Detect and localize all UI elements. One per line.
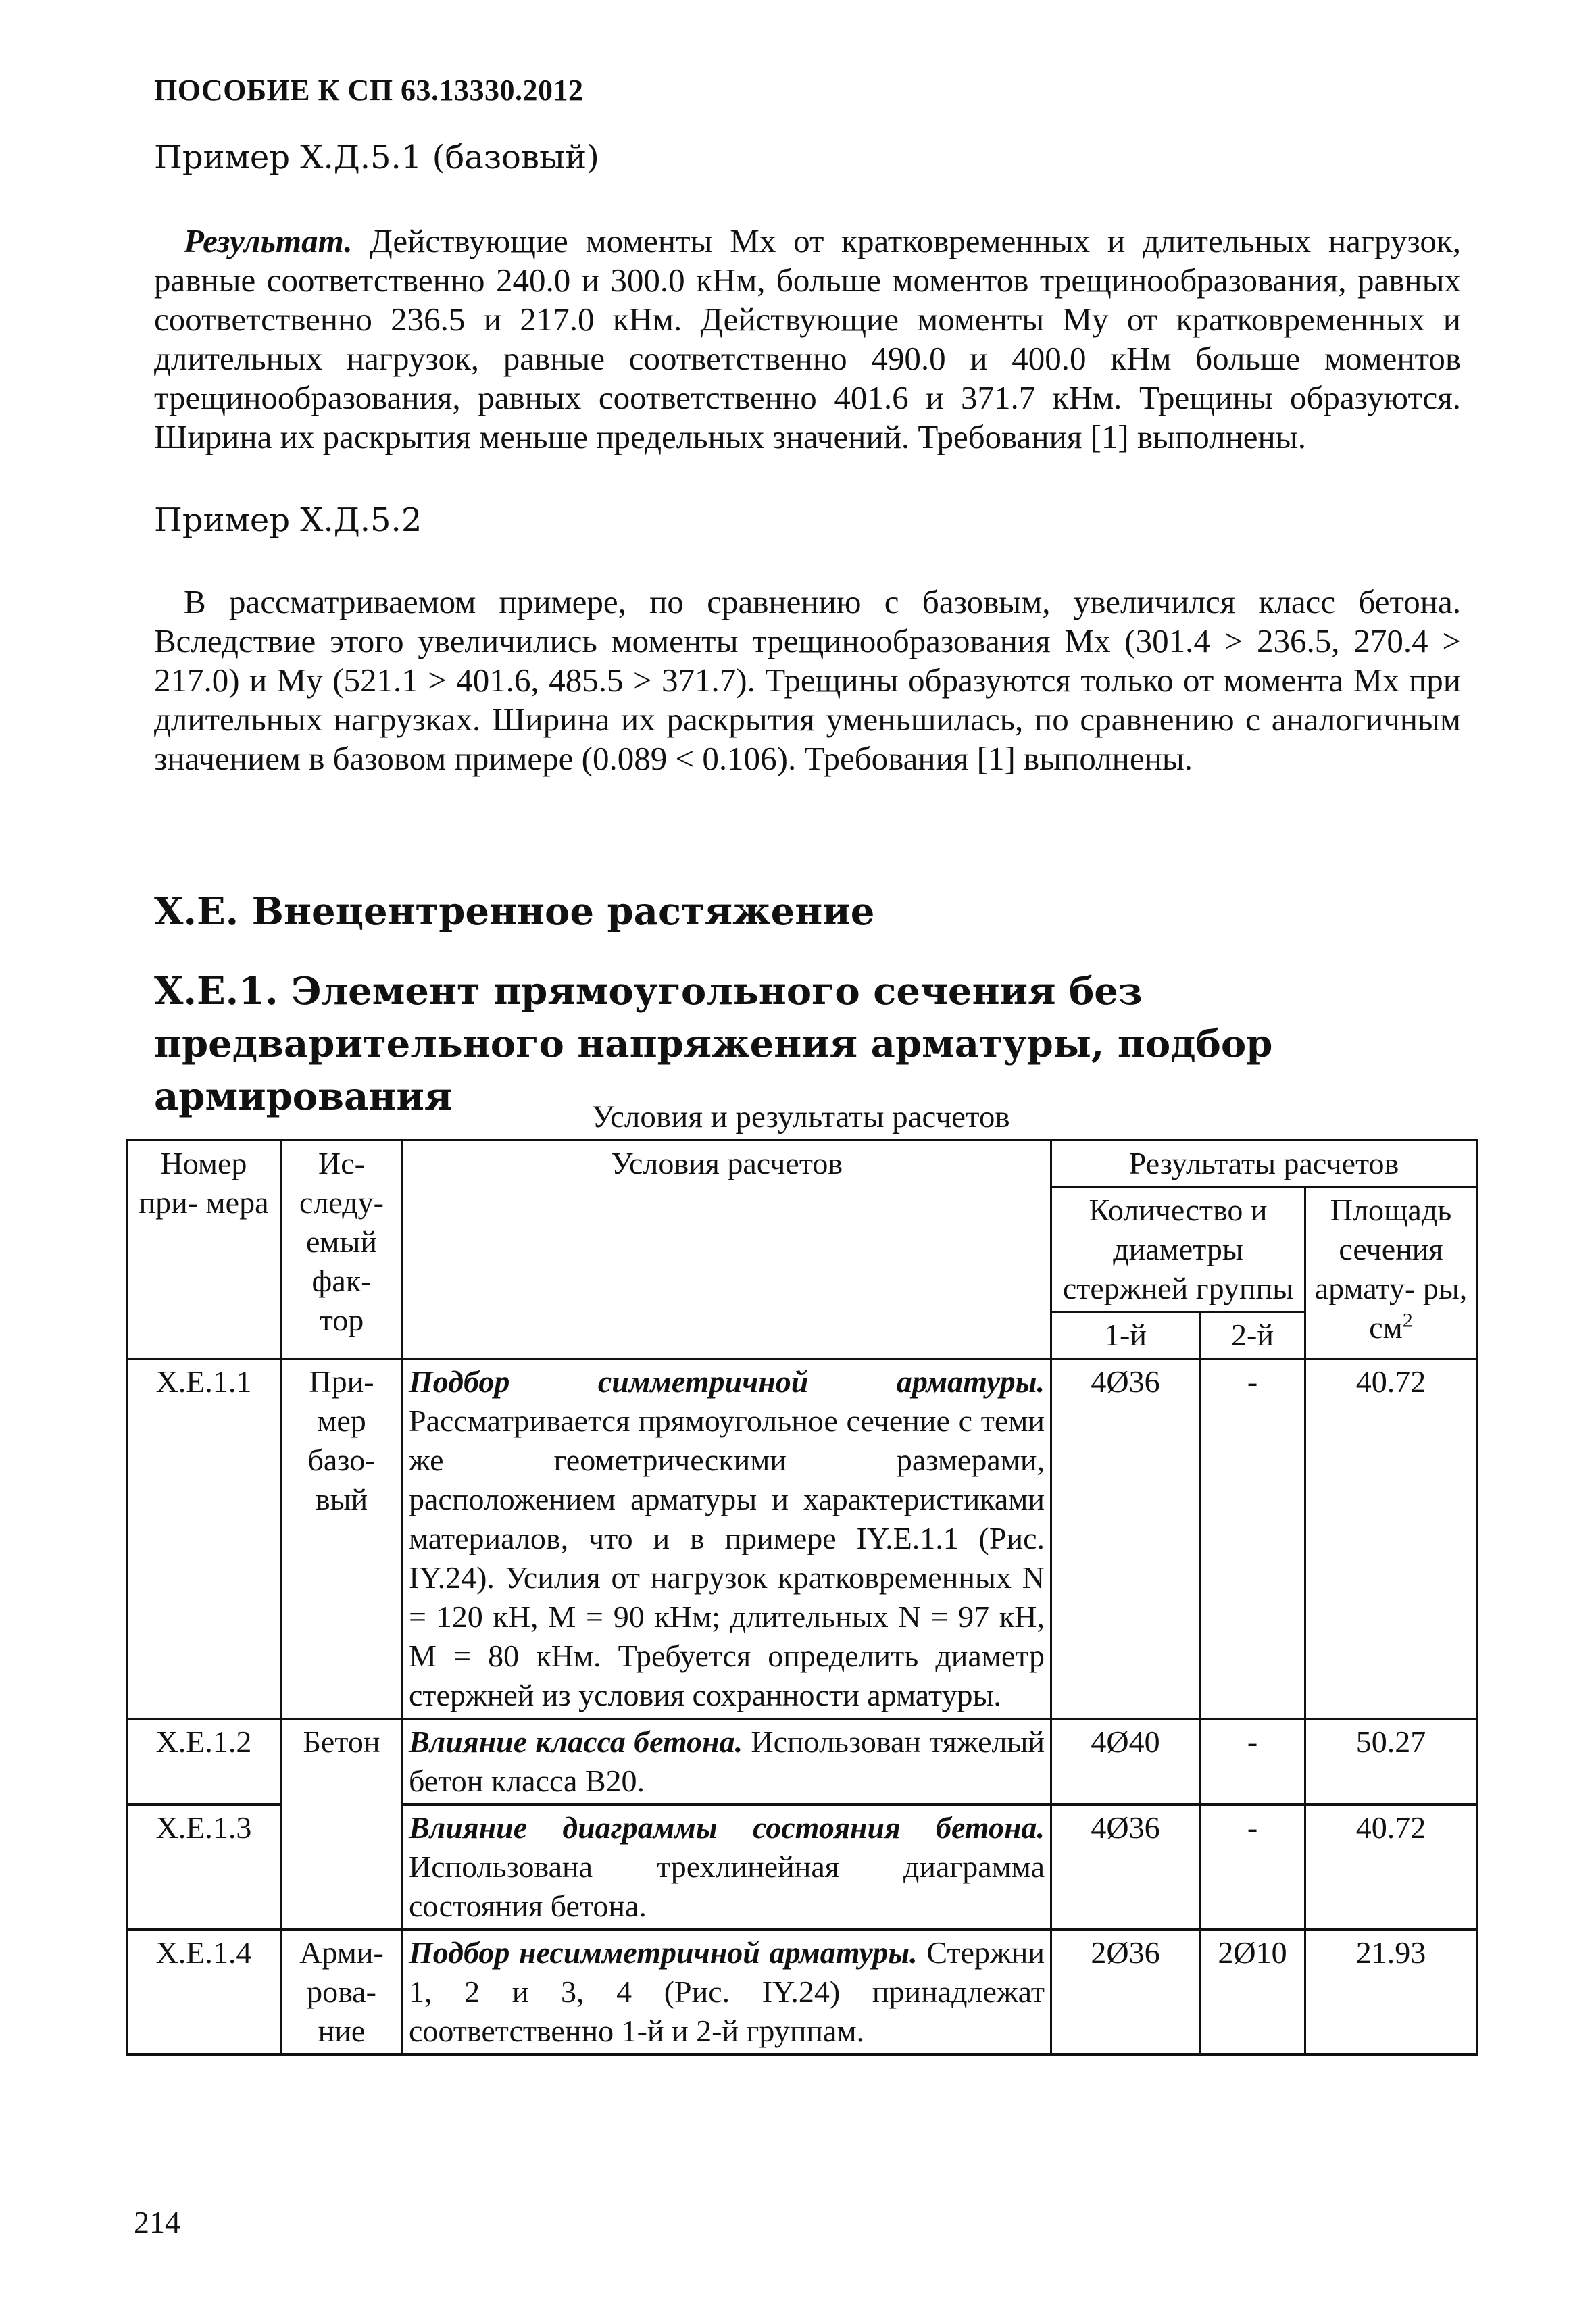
subsection-heading: Х.Е.1. Элемент прямоугольного сечения без предварительного напряжения арматуры, подбор армирования — [154, 969, 1273, 1119]
group-1-cell: 4Ø36 — [1051, 1359, 1200, 1719]
conditions-text: Рассматривается прямоугольное сечение с теми же геометрическими размерами, расположением арматуры и характеристиками материалов, что и в примере IY.E.1.1 (Рис. IY.24). Усилия от нагрузок кратковременных N = 120 кН, M = 90 кНм; длительных N = 97 кН, M = 80 кНм. Требуется определить диаметр стержней из условия сохранности арматуры. — [409, 1403, 1045, 1712]
table-caption: Условия и результаты расчетов — [591, 1099, 1010, 1135]
example-no-cell: Х.Е.1.2 — [127, 1719, 281, 1805]
header-area-superscript: 2 — [1402, 1309, 1413, 1332]
page-number: 214 — [134, 2205, 180, 2239]
group-2-cell: 2Ø10 — [1200, 1930, 1305, 2055]
group-1-cell: 2Ø36 — [1051, 1930, 1200, 2055]
conditions-cell — [403, 1805, 1051, 1930]
conditions-text: Использован тяжелый бетон класса В20. — [409, 1724, 1045, 1798]
header-example-no: Номер при- мера — [127, 1141, 281, 1359]
conditions-cell — [403, 1359, 1051, 1719]
conditions-title: Подбор симметричной арматуры. — [409, 1364, 1045, 1399]
group-2-cell: - — [1200, 1805, 1305, 1930]
group-2-cell: - — [1200, 1719, 1305, 1805]
factor-cell: Арми- рова- ние — [281, 1930, 403, 2055]
example-1-heading: Пример Х.Д.5.1 (базовый) — [154, 139, 599, 176]
example-no-cell: Х.Е.1.3 — [127, 1805, 281, 1930]
example-no-cell: Х.Е.1.4 — [127, 1930, 281, 2055]
header-count-diameter: Количество и диаметры стержней группы — [1051, 1187, 1305, 1312]
conditions-title: Влияние класса бетона. — [409, 1724, 743, 1759]
running-head: ПОСОБИЕ К СП 63.13330.2012 — [154, 74, 584, 107]
group-1-cell: 4Ø40 — [1051, 1719, 1200, 1805]
conditions-cell — [403, 1719, 1051, 1805]
conditions-cell — [403, 1930, 1051, 2055]
header-conditions: Условия расчетов — [403, 1141, 1051, 1359]
group-2-cell: - — [1200, 1359, 1305, 1719]
example-1-text: Действующие моменты Mx от кратковременных и длительных нагрузок, равные соответственно 240.0 и 300.0 кНм, больше моментов трещинообразования, равных соответственно 236.5 и 217.0 кНм. Действующие моменты My от кратковременных и длительных нагрузок, равные соответственно 490.0 и 400.0 кНм больше моментов трещинообразования, равных соответственно 401.6 и 371.7 кНм. Трещины образуются. Ширина их раскрытия меньше предельных значений. Требования [1] выполнены. — [154, 222, 1461, 455]
section-heading: Х.Е. Внецентренное растяжение — [154, 889, 875, 934]
conditions-title: Подбор несимметричной арматуры. — [409, 1935, 918, 1970]
header-results: Результаты расчетов — [1051, 1141, 1477, 1187]
table-row — [127, 1719, 1477, 1805]
result-label: Результат. — [184, 222, 353, 259]
factor-cell: Бетон — [281, 1719, 403, 1930]
example-2-heading: Пример Х.Д.5.2 — [154, 501, 422, 539]
area-cell: 50.27 — [1305, 1719, 1477, 1805]
area-cell: 21.93 — [1305, 1930, 1477, 2055]
conditions-text: Стержни 1, 2 и 3, 4 (Рис. IY.24) принадлежат соответственно 1-й и 2-й группам. — [409, 1935, 1045, 2048]
header-factor: Ис- следу- емый фак- тор — [281, 1141, 403, 1359]
example-2-text: В рассматриваемом примере, по сравнению с базовым, увеличился класс бетона. Вследствие этого увеличились моменты трещинообразования Mx (301.4 > 236.5, 270.4 > 217.0) и My (521.1 > 401.6, 485.5 > 371.7). Трещины образуются только от момента Mx при длительных нагрузках. Ширина их раскрытия уменьшилась, по сравнению с аналогичным значением в базовом примере (0.089 < 0.106). Требования [1] выполнены. — [154, 583, 1461, 777]
example-1-paragraph — [154, 222, 1461, 457]
table-row — [127, 1359, 1477, 1719]
results-table — [126, 1139, 1478, 2056]
factor-cell: При- мер базо- вый — [281, 1359, 403, 1719]
header-group-1: 1-й — [1051, 1312, 1200, 1359]
header-group-2: 2-й — [1200, 1312, 1305, 1359]
area-cell: 40.72 — [1305, 1359, 1477, 1719]
area-cell: 40.72 — [1305, 1805, 1477, 1930]
example-2-paragraph — [154, 582, 1461, 778]
example-no-cell: Х.Е.1.1 — [127, 1359, 281, 1719]
conditions-text: Использована трехлинейная диаграмма состояния бетона. — [409, 1849, 1045, 1923]
header-area — [1305, 1187, 1477, 1359]
table-row — [127, 1930, 1477, 2055]
conditions-title: Влияние диаграммы состояния бетона. — [409, 1810, 1045, 1845]
header-area-text: Площадь сечения армату- ры, см — [1314, 1193, 1468, 1345]
group-1-cell: 4Ø36 — [1051, 1805, 1200, 1930]
